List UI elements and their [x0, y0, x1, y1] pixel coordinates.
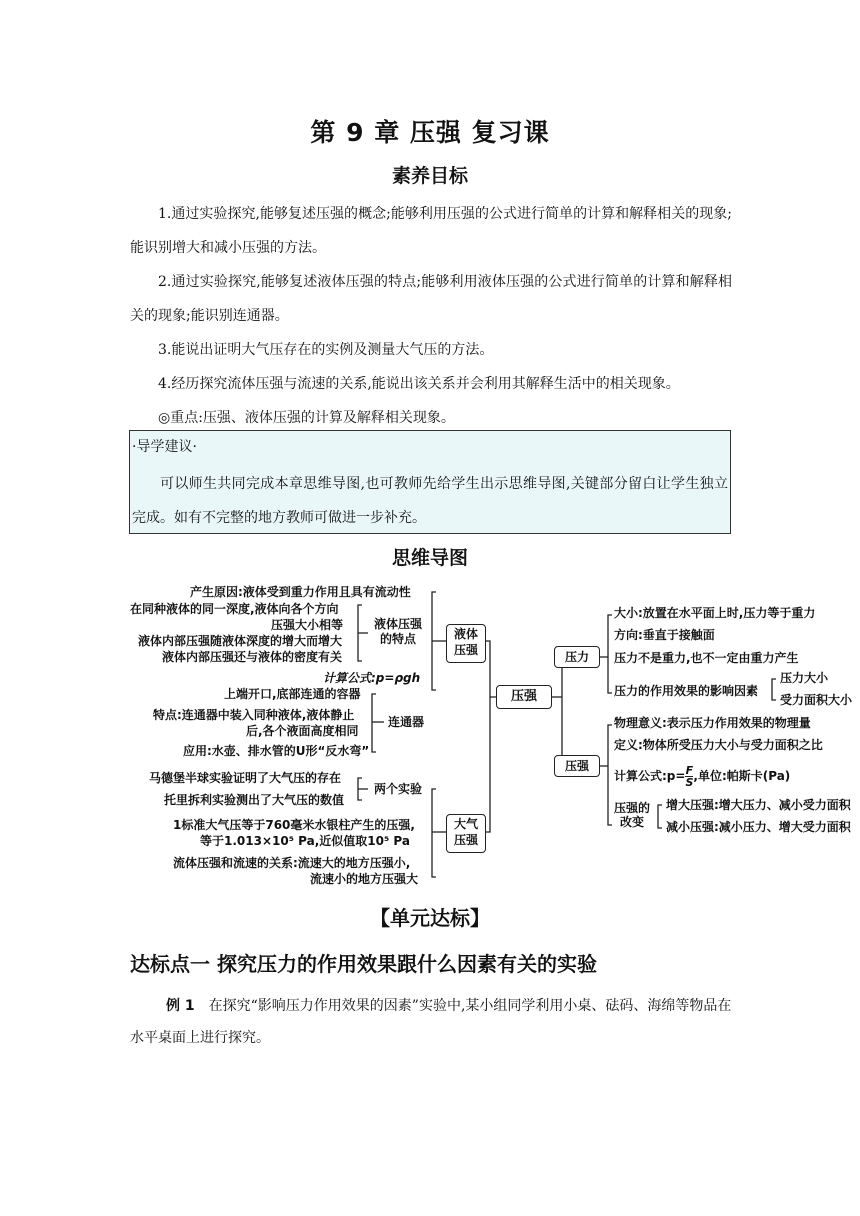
goal-item: 1.通过实验探究,能够复述压强的概念;能够利用压强的公式进行简单的计算和解释相关的现象;能识别增大和减小压强的方法。: [130, 206, 732, 256]
mm-force-size: 大小:放置在水平面上时,压力等于重力: [614, 606, 816, 620]
mm-decrease-pressure: 减小压强:减小压力、增大受力面积: [666, 820, 851, 834]
point-heading: 达标点一 探究压力的作用效果跟什么因素有关的实验: [130, 952, 597, 976]
key-point: ◎重点:压强、液体压强的计算及解释相关现象。: [158, 410, 455, 426]
mm-force-not-gravity: 压力不是重力,也不一定由重力产生: [614, 651, 799, 665]
mm-node-force: 压力: [554, 646, 600, 668]
mm-factor-force: 压力大小: [780, 671, 829, 685]
mm-fluid: 流体压强和流速的关系:流速大的地方压强小,: [173, 856, 411, 870]
mm-pressure-change: 压强的 改变: [614, 801, 651, 829]
mm-same-depth: 在同种液体的同一深度,液体向各个方向: [130, 602, 339, 616]
guide-text: 可以师生共同完成本章思维导图,也可教师先给学生出示思维导图,关键部分留白让学生独立完成。如有不完整的地方教师可做进一步补充。: [132, 476, 728, 526]
mm-node-liquid: 液体 压强: [446, 624, 486, 663]
mm-standard-atm-2: 等于1.013×10⁵ Pa,近似值取10⁵ Pa: [200, 834, 410, 848]
mm-connector-feature-2: 后,各个液面高度相同: [246, 724, 359, 738]
example-1: [130, 990, 732, 1054]
mm-liquid-formula: 计算公式:p=ρgh: [323, 671, 421, 685]
mm-increase-pressure: 增大压强:增大压力、减小受力面积: [666, 798, 851, 812]
example-label: 例 1: [166, 998, 195, 1014]
mm-depth: 液体内部压强随液体深度的增大而增大: [138, 634, 343, 648]
mm-torricelli: 托里拆利实验测出了大气压的数值: [164, 793, 345, 807]
mm-density: 液体内部压强还与液体的密度有关: [162, 650, 343, 664]
mm-cause: 产生原因:液体受到重力作用且具有流动性: [190, 585, 411, 599]
guide-label: ·导学建议·: [132, 439, 197, 455]
mm-pressure-definition: 定义:物体所受压力大小与受力面积之比: [614, 738, 823, 752]
mm-node-center: 压强: [496, 685, 552, 709]
mm-connector: 连通器: [384, 714, 428, 730]
mm-force-factors: 压力的作用效果的影响因素: [614, 684, 759, 698]
goal-item: 4.经历探究流体压强与流速的关系,能说出该关系并会利用其解释生活中的相关现象。: [158, 376, 680, 392]
page-title: 第 9 章 压强 复习课: [310, 118, 550, 147]
goals-heading: 素养目标: [391, 165, 468, 187]
mm-equal: 压强大小相等: [271, 618, 344, 632]
mm-magdeburg: 马德堡半球实验证明了大气压的存在: [149, 771, 342, 785]
mm-connector-feature: 特点:连通器中装入同种液体,液体静止: [153, 708, 355, 722]
mm-node-pressure: 压强: [554, 755, 600, 777]
goal-item: 2.通过实验探究,能够复述液体压强的特点;能够利用液体压强的公式进行简单的计算和解释相关的现象;能识别连通器。: [130, 274, 732, 324]
mm-two-experiments: 两个实验: [368, 781, 428, 797]
mm-pressure-formula: 计算公式:p= $\frac{F}{S}$ ,单位:帕斯卡(Pa): [614, 764, 791, 789]
mindmap-heading: 思维导图: [391, 547, 468, 569]
mm-fluid-2: 流速小的地方压强大: [310, 872, 419, 886]
goal-item: 3.能说出证明大气压存在的实例及测量大气压的方法。: [158, 342, 494, 358]
mm-force-direction: 方向:垂直于接触面: [614, 628, 715, 642]
example-text: 在探究“影响压力作用效果的因素”实验中,某小组同学利用小桌、砝码、海绵等物品在水平桌面上进行探究。: [130, 998, 732, 1046]
mm-factor-area: 受力面积大小: [780, 693, 853, 707]
mm-liquid-feature: 液体压强 的特点: [368, 617, 428, 649]
mm-connector-use: 应用:水壶、排水管的U形“反水弯”: [183, 744, 370, 758]
mm-node-atmos: 大气 压强: [446, 814, 486, 853]
mm-standard-atm: 1标准大气压等于760毫米水银柱产生的压强,: [173, 818, 415, 832]
mm-connector-def: 上端开口,底部连通的容器: [224, 687, 361, 701]
mm-pressure-meaning: 物理意义:表示压力作用效果的物理量: [614, 716, 811, 730]
unit-heading: 【单元达标】: [370, 906, 490, 930]
